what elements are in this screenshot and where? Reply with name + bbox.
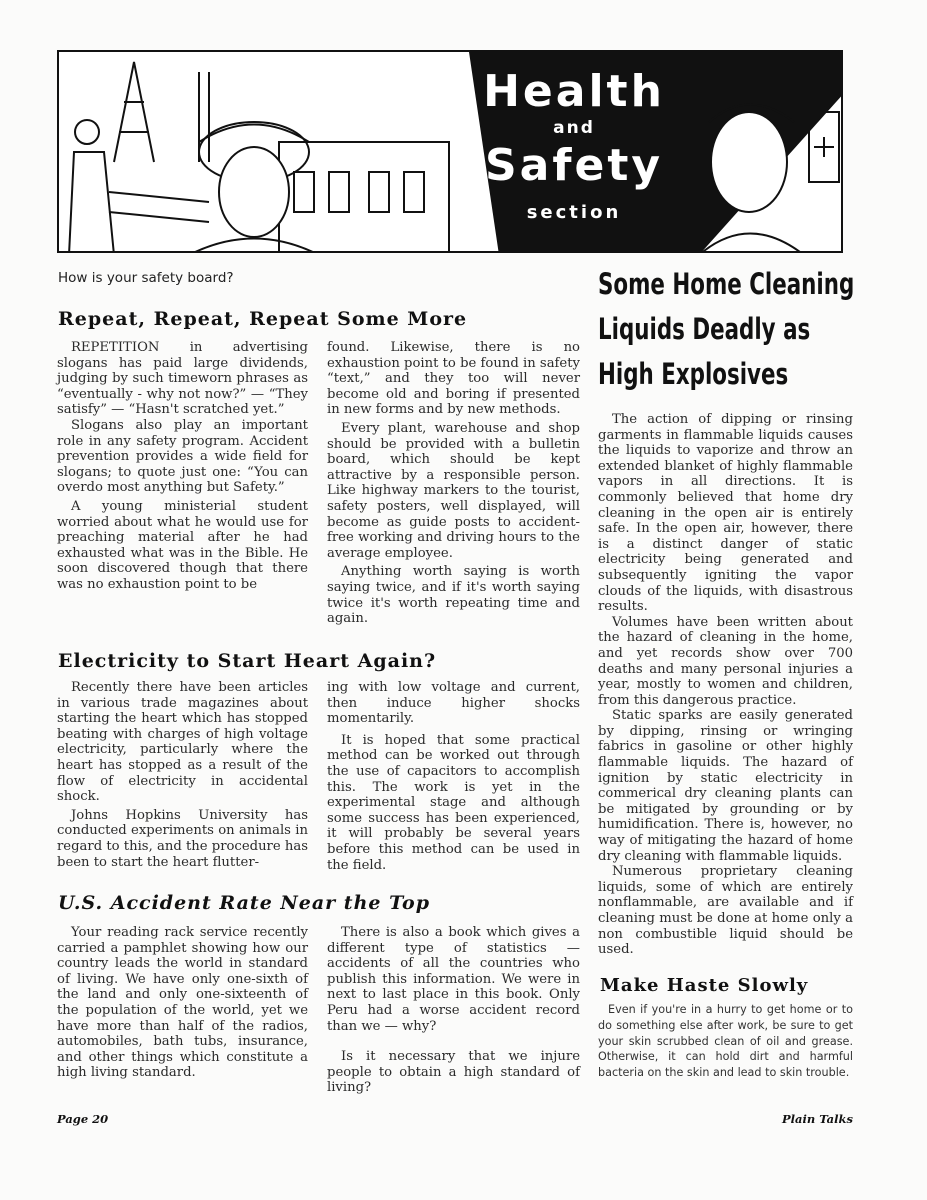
article5-body xyxy=(598,1002,853,1081)
paragraph: Johns Hopkins University has conducted experiments on animals in regard to this, and the procedure has been to start the heart flutter- xyxy=(57,807,308,870)
banner-title-section: section xyxy=(526,202,622,223)
paragraph: Static sparks are easily generated by dipping, rinsing or wringing fabrics in gasoline or other highly flammable liquids. The hazard of ignition by static electricity in commerical dry cleaning plants can be mitigated by grounding or by humidification. There is, however, no way of mitigating the hazard of home dry cleaning with flammable liquids. xyxy=(598,708,853,864)
banner-title-safety: Safety xyxy=(484,140,664,191)
publication-name: Plain Talks xyxy=(782,1112,853,1126)
paragraph: Even if you're in a hurry to get home or to do something else after work, be sure to get your skin scrubbed clean of oil and grease. Otherwise, it can hold dirt and harmful bacteria on the skin and lead to skin trouble. xyxy=(598,1003,853,1080)
headline-line: Some Home Cleaning xyxy=(598,267,855,301)
paragraph: Anything worth saying is worth saying twice, and if it's worth saying twice it's worth repeating time and again. xyxy=(327,564,580,627)
article2-col1 xyxy=(57,680,308,870)
paragraph: Slogans also play an important role in any safety program. Accident prevention provides a wide field for slogans; to quote just one: “You can overdo most anything but Safety.” xyxy=(57,417,308,496)
headline-line: High Explosives xyxy=(598,357,789,391)
article3-col1 xyxy=(57,925,308,1081)
paragraph: Your reading rack service recently carried a pamphlet showing how our country leads the world in standard of living. We have only one-sixth of the land and only one-sixteenth of the population of the world, yet we have more than half of the radios, automobiles, bath tubs, insurance, and other things which constitute a high living standard. xyxy=(57,925,308,1081)
article1-col1 xyxy=(57,340,308,593)
header-banner xyxy=(57,50,843,253)
article1-col2 xyxy=(327,340,580,627)
paragraph: Numerous proprietary cleaning liquids, some of which are entirely nonflammable, are available and if cleaning must be done at home only a non combustible liquid should be used. xyxy=(598,864,853,958)
page-number: Page 20 xyxy=(57,1112,109,1126)
headline-electricity: Electricity to Start Heart Again? xyxy=(58,650,437,672)
paragraph: ing with low voltage and current, then induce higher shocks momentarily. xyxy=(327,680,580,727)
paragraph: It is hoped that some practical method can be worked out through the use of capacitors to accomplish this. The work is yet in the experimental stage and although some success has been experienced, it will probably be several years before this method can be used in the field. xyxy=(327,732,580,873)
headline-repeat: Repeat, Repeat, Repeat Some More xyxy=(58,308,468,330)
paragraph: A young ministerial student worried about what he would use for preaching material after he had exhausted what was in the Bible. He soon discovered though that there was no exhaustion point to be xyxy=(57,498,308,592)
banner-title-health: Health xyxy=(483,66,665,117)
paragraph: The action of dipping or rinsing garments in flammable liquids causes the liquids to vaporize and throw an extended blanket of highly flammable vapors in all directions. It is commonly believed that home dry cleaning in the open air is entirely safe. In the open air, however, there is a distinct danger of static electricity being generated and subsequently igniting the vapor clouds of the liquids, with disastrous results. xyxy=(598,412,853,615)
paragraph: Every plant, warehouse and shop should be provided with a bulletin board, which should be kept attractive by a responsible person. Like highway markers to the tourist, safety posters, well displayed, will become as guide posts to accident-free working and driving hours to the average employee. xyxy=(327,420,580,561)
paragraph: Volumes have been written about the hazard of cleaning in the home, and yet records show over 700 deaths and many personal injuries a year, mostly to women and children, from this dangerous practice. xyxy=(598,614,853,708)
paragraph: REPETITION in advertising slogans has paid large dividends, judging by such timeworn phrases as “eventually - why not now?” — “They satisfy” — “Hasn't scratched yet.” xyxy=(57,340,308,418)
paragraph: Is it necessary that we injure people to obtain a high standard of living? xyxy=(327,1049,580,1096)
article3-col2 xyxy=(327,925,580,1096)
kicker: How is your safety board? xyxy=(58,270,234,286)
banner-title-and: and xyxy=(553,118,595,138)
paragraph: Recently there have been articles in various trade magazines about starting the heart which has stopped beating with charges of high voltage electricity, particularly where the heart has stopped as a result of the flow of electricity in accidental shock. xyxy=(57,680,308,805)
article2-col2 xyxy=(327,680,580,873)
headline-accident-rate: U.S. Accident Rate Near the Top xyxy=(58,892,431,914)
headline-line: Liquids Deadly as xyxy=(598,312,811,346)
article4-body xyxy=(598,412,853,958)
headline-cleaning-liquids xyxy=(598,262,911,397)
headline-make-haste: Make Haste Slowly xyxy=(600,975,809,996)
paragraph: found. Likewise, there is no exhaustion point to be found in safety “text,” and they too will never become old and boring if presented in new forms and by new methods. xyxy=(327,340,580,418)
paragraph: There is also a book which gives a different type of statistics — accidents of all the countries who publish this information. We were in next to last place in this book. Only Peru had a worse accident record than we — why? xyxy=(327,925,580,1034)
banner-illustration xyxy=(59,52,843,253)
